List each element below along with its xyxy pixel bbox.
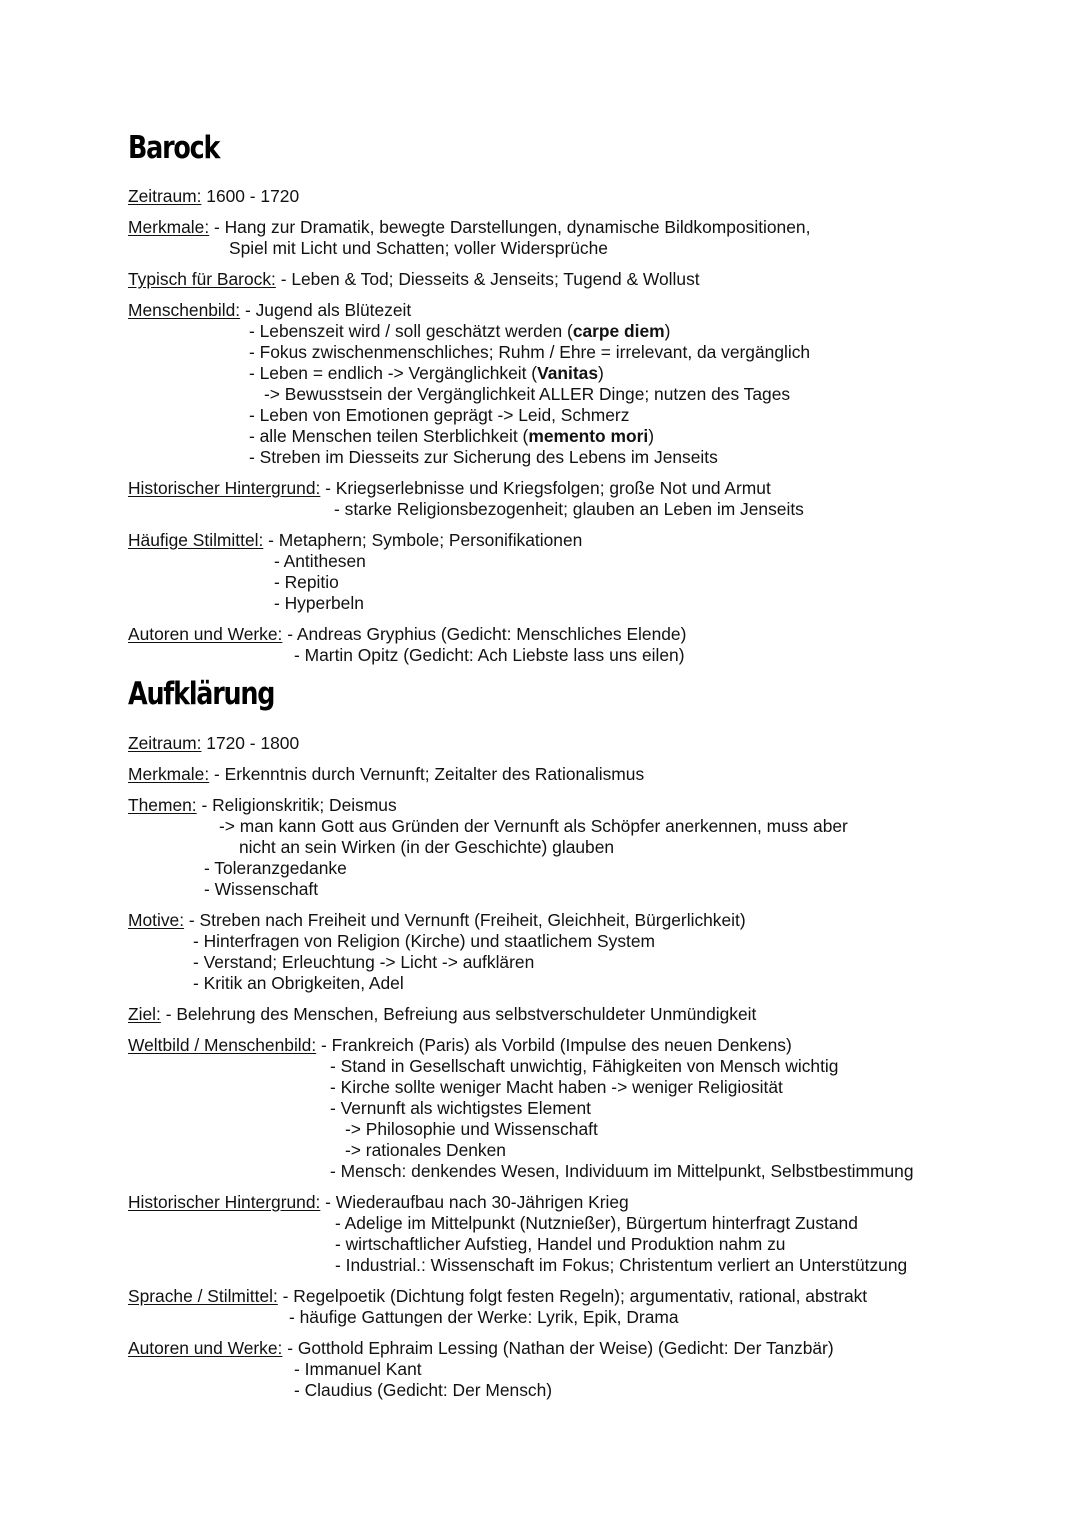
menschenbild-line: - Fokus zwischenmenschliches; Ruhm / Ehre = irrelevant, da vergänglich	[249, 342, 811, 362]
weltbild-label: Weltbild / Menschenbild:	[128, 1035, 317, 1055]
aufklaerung-sprache: Sprache / Stilmittel: - Regelpoetik (Dichtung folgt festen Regeln); argumentativ, rational, abstrakt	[128, 1286, 868, 1306]
barock-stilmittel: Häufige Stilmittel: - Metaphern; Symbole; Personifikationen	[128, 530, 583, 550]
weltbild-line: - Mensch: denkendes Wesen, Individuum im Mittelpunkt, Selbstbestimmung	[330, 1161, 914, 1181]
barock-typisch: Typisch für Barock: - Leben & Tod; Diesseits & Jenseits; Tugend & Wollust	[128, 269, 700, 289]
barock-merkmale: Merkmale: - Hang zur Dramatik, bewegte Darstellungen, dynamische Bildkompositionen,	[128, 217, 811, 237]
motive-line: - Kritik an Obrigkeiten, Adel	[193, 973, 404, 993]
motive-line: - Hinterfragen von Religion (Kirche) und staatlichem System	[193, 931, 656, 951]
ziel-label: Ziel:	[128, 1004, 161, 1024]
barock-autoren: Autoren und Werke: - Andreas Gryphius (Gedicht: Menschliches Elende)	[128, 624, 687, 644]
themen-line: nicht an sein Wirken (in der Geschichte) glauben	[239, 837, 615, 857]
autoren-line: - Immanuel Kant	[294, 1359, 422, 1379]
hintergrund-label: Historischer Hintergrund:	[128, 478, 321, 498]
barock-zeitraum: Zeitraum: 1600 - 1720	[128, 186, 300, 206]
stilmittel-line: - Antithesen	[274, 551, 366, 571]
autoren-label: Autoren und Werke:	[128, 624, 283, 644]
menschenbild-line: - alle Menschen teilen Sterblichkeit (memento mori)	[249, 426, 654, 446]
themen-line: - Toleranzgedanke	[204, 858, 347, 878]
weltbild-line: - Kirche sollte weniger Macht haben -> weniger Religiosität	[330, 1077, 783, 1097]
barock-hintergrund: Historischer Hintergrund: - Kriegserlebnisse und Kriegsfolgen; große Not und Armut	[128, 478, 771, 498]
stilmittel-line: - Repitio	[274, 572, 339, 592]
merkmale-label: Merkmale:	[128, 764, 210, 784]
themen-line: -> man kann Gott aus Gründen der Vernunft als Schöpfer anerkennen, muss aber	[219, 816, 848, 836]
menschenbild-line: -> Bewusstsein der Vergänglichkeit ALLER Dinge; nutzen des Tages	[264, 384, 791, 404]
hintergrund-line: - Industrial.: Wissenschaft im Fokus; Christentum verliert an Unterstützung	[335, 1255, 908, 1275]
themen-line: - Wissenschaft	[204, 879, 319, 899]
sprache-label: Sprache / Stilmittel:	[128, 1286, 278, 1306]
hintergrund-line: - starke Religionsbezogenheit; glauben an Leben im Jenseits	[334, 499, 804, 519]
motive-line: - Verstand; Erleuchtung -> Licht -> aufklären	[193, 952, 535, 972]
hintergrund-line: - Adelige im Mittelpunkt (Nutznießer), Bürgertum hinterfragt Zustand	[335, 1213, 858, 1233]
aufklaerung-merkmale: Merkmale: - Erkenntnis durch Vernunft; Zeitalter des Rationalismus	[128, 764, 645, 784]
barock-menschenbild: Menschenbild: - Jugend als Blütezeit	[128, 300, 412, 320]
barock-merkmale-line: Spiel mit Licht und Schatten; voller Widersprüche	[229, 238, 608, 258]
menschenbild-line: - Leben von Emotionen geprägt -> Leid, Schmerz	[249, 405, 630, 425]
weltbild-line: - Vernunft als wichtigstes Element	[330, 1098, 591, 1118]
stilmittel-label: Häufige Stilmittel:	[128, 530, 264, 550]
aufklaerung-heading: Aufklärung	[128, 676, 275, 712]
zeitraum-label: Zeitraum:	[128, 186, 202, 206]
autoren-label: Autoren und Werke:	[128, 1338, 283, 1358]
autoren-line: - Claudius (Gedicht: Der Mensch)	[294, 1380, 553, 1400]
themen-label: Themen:	[128, 795, 197, 815]
aufklaerung-motive: Motive: - Streben nach Freiheit und Vernunft (Freiheit, Gleichheit, Bürgerlichkeit)	[128, 910, 746, 930]
weltbild-line: -> rationales Denken	[345, 1140, 506, 1160]
autoren-line: - Martin Opitz (Gedicht: Ach Liebste lass uns eilen)	[294, 645, 685, 665]
menschenbild-line: - Lebenszeit wird / soll geschätzt werden (carpe diem)	[249, 321, 671, 341]
hintergrund-line: - wirtschaftlicher Aufstieg, Handel und Produktion nahm zu	[335, 1234, 786, 1254]
hintergrund-label: Historischer Hintergrund:	[128, 1192, 321, 1212]
menschenbild-label: Menschenbild:	[128, 300, 241, 320]
menschenbild-line: - Leben = endlich -> Vergänglichkeit (Vanitas)	[249, 363, 604, 383]
aufklaerung-ziel: Ziel: - Belehrung des Menschen, Befreiung aus selbstverschuldeter Unmündigkeit	[128, 1004, 757, 1024]
weltbild-line: - Stand in Gesellschaft unwichtig, Fähigkeiten von Mensch wichtig	[330, 1056, 839, 1076]
zeitraum-label: Zeitraum:	[128, 733, 202, 753]
menschenbild-line: - Streben im Diesseits zur Sicherung des Lebens im Jenseits	[249, 447, 718, 467]
aufklaerung-themen: Themen: - Religionskritik; Deismus	[128, 795, 397, 815]
sprache-line: - häufige Gattungen der Werke: Lyrik, Epik, Drama	[289, 1307, 679, 1327]
motive-label: Motive:	[128, 910, 185, 930]
typisch-label: Typisch für Barock:	[128, 269, 276, 289]
barock-heading: Barock	[128, 130, 220, 166]
aufklaerung-weltbild: Weltbild / Menschenbild: - Frankreich (Paris) als Vorbild (Impulse des neuen Denkens)	[128, 1035, 792, 1055]
aufklaerung-hintergrund: Historischer Hintergrund: - Wiederaufbau nach 30-Jährigen Krieg	[128, 1192, 629, 1212]
aufklaerung-zeitraum: Zeitraum: 1720 - 1800	[128, 733, 300, 753]
merkmale-label: Merkmale:	[128, 217, 210, 237]
stilmittel-line: - Hyperbeln	[274, 593, 364, 613]
aufklaerung-autoren: Autoren und Werke: - Gotthold Ephraim Lessing (Nathan der Weise) (Gedicht: Der Tanzbär)	[128, 1338, 834, 1358]
weltbild-line: -> Philosophie und Wissenschaft	[345, 1119, 598, 1139]
